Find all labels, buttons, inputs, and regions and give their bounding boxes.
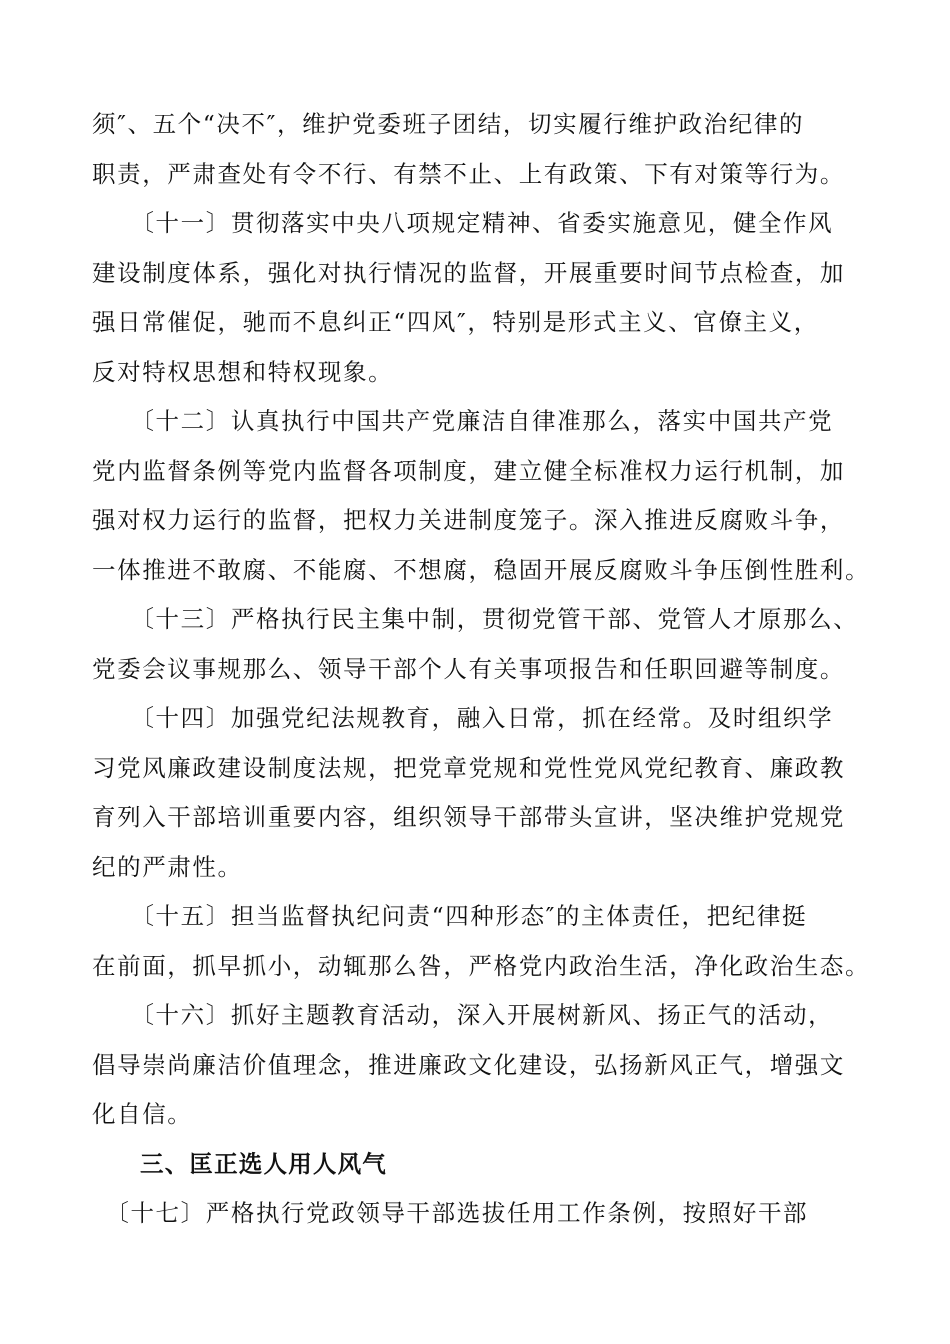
text-line: 〔十五〕担当监督执纪问责“四种形态″的主体责任，把纪律挺 <box>92 902 808 930</box>
text-line: 〔十七〕严格执行党政领导干部选拔任用工作条例，按照好干部 <box>92 1199 809 1227</box>
text-line: 〔十二〕认真执行中国共产党廉洁自律准那么，落实中国共产党 <box>92 407 834 435</box>
text-line: 〔十六〕抓好主题教育活动，深入开展树新风、扬正气的活动， <box>92 1001 834 1029</box>
text-line: 强对权力运行的监督，把权力关进制度笼子。深入推进反腐败斗争， <box>92 506 845 534</box>
section-heading <box>92 1140 860 1190</box>
paragraph-item-15 <box>92 892 871 991</box>
text-line: 须″、五个“决不″，维护党委班子团结，切实履行维护政治纪律的 <box>92 110 805 138</box>
document-body <box>92 100 871 1239</box>
text-line: 党委会议事规那么、领导干部个人有关事项报告和任职回避等制度。 <box>92 654 845 683</box>
text-line: 在前面，抓早抓小，动辄那么咎，严格党内政治生活，净化政治生态。 <box>92 951 871 980</box>
paragraph-item-17 <box>92 1189 860 1239</box>
text-line: 育列入干部培训重要内容，组织领导干部带头宣讲，坚决维护党规党 <box>92 803 845 831</box>
text-line: 反对特权思想和特权现象。 <box>92 357 394 386</box>
paragraph-item-12 <box>92 397 871 595</box>
text-line: 〔十一〕贯彻落实中央八项规定精神、省委实施意见，健全作风 <box>92 209 834 237</box>
text-line: 建设制度体系，强化对执行情况的监督，开展重要时间节点检查，加 <box>92 258 845 287</box>
text-line: 纪的严肃性。 <box>92 852 243 881</box>
text-line: 党内监督条例等党内监督各项制度，建立健全标准权力运行机制，加 <box>92 456 845 485</box>
text-line: 倡导崇尚廉洁价值理念，推进廉政文化建设，弘扬新风正气，增强文 <box>92 1050 845 1079</box>
text-line: 化自信。 <box>92 1100 193 1128</box>
paragraph-item-13 <box>92 595 860 694</box>
text-line: 职责，严肃查处有令不行、有禁不止、上有政策、下有对策等行为。 <box>92 159 845 188</box>
text-line: 一体推进不敢腐、不能腐、不想腐，稳固开展反腐败斗争压倒性胜利。 <box>92 555 871 584</box>
heading-line: 三、匡正选人用人风气 <box>140 1149 387 1178</box>
text-line: 习党风廉政建设制度法规，把党章党规和党性党风党纪教育、廉政教 <box>92 753 845 782</box>
paragraph-political-discipline <box>92 100 860 199</box>
text-line: 强日常催促，驰而不息纠正“四风″，特别是形式主义、官僚主义， <box>92 308 819 336</box>
paragraph-item-14 <box>92 694 860 892</box>
text-line: 〔十四〕加强党纪法规教育，融入日常，抓在经常。及时组织学 <box>92 704 834 732</box>
paragraph-item-11 <box>92 199 860 397</box>
paragraph-item-16 <box>92 991 860 1140</box>
text-line: 〔十三〕严格执行民主集中制，贯彻党管干部、党管人才原那么、 <box>92 605 859 633</box>
